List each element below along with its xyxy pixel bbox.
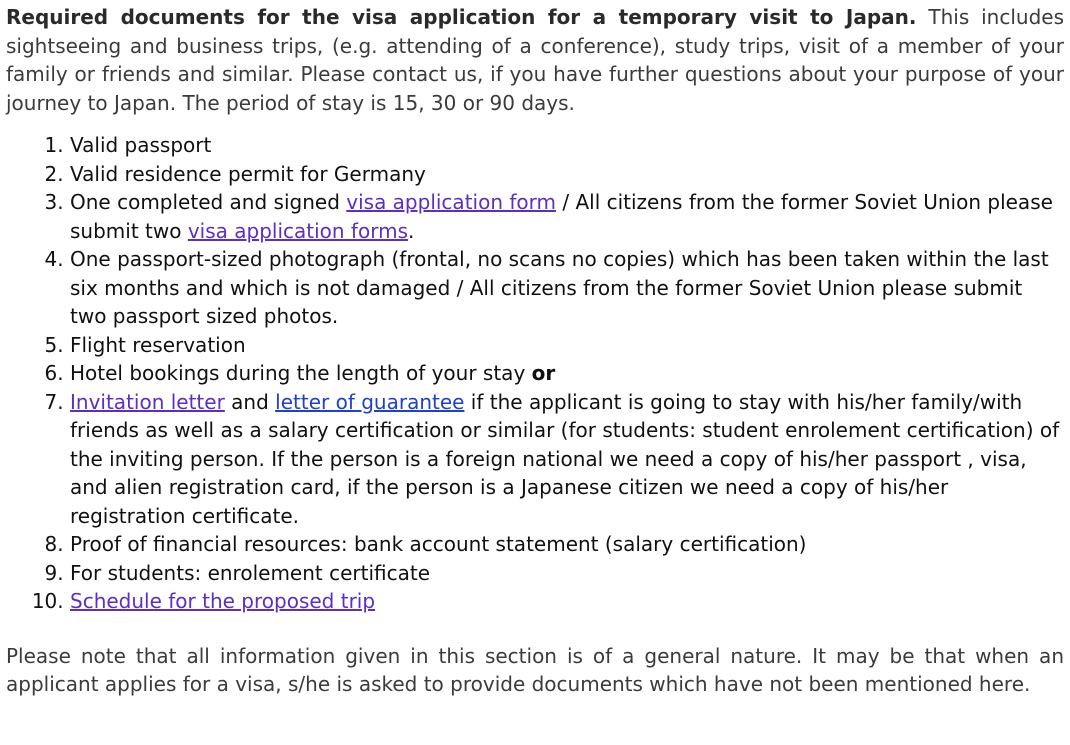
invitation-letter-link[interactable]: Invitation letter xyxy=(70,389,225,414)
list-item-flight-reservation xyxy=(70,331,1064,360)
general-note: Please note that all information given in this section is of a general nature. It may be that when an applicant applies for a visa, s/he is asked to provide documents which have not been mentioned here. xyxy=(6,643,1064,696)
intro-heading: Required documents for the visa application for a temporary visit to Japan. xyxy=(6,5,917,29)
list-item-text: One passport-sized photograph (frontal, no scans no copies) which has been taken within the last six months and which is not damaged / All citizens from the former Soviet Union please submit two passport sized photos. xyxy=(70,247,1049,328)
list-item-text: and xyxy=(224,389,276,414)
list-item-text: . xyxy=(407,218,415,243)
list-item-text: One completed and signed xyxy=(70,190,347,214)
list-item-text: if the applicant is going to stay with his/her family/with friends as well as a salary certification or similar (for students: student enrolement certification) of the inviting person. If the person is a foreign national we need a copy of his/her passport , visa, and alien registration card, if the person is a Japanese citizen we need a copy of his/her registration certificate. xyxy=(70,389,1060,528)
list-item-student-certificate xyxy=(70,559,1064,588)
list-item-valid-passport xyxy=(70,131,1064,160)
visa-application-forms-link[interactable]: visa application forms xyxy=(187,218,408,243)
visa-application-form-link[interactable]: visa application form xyxy=(346,190,556,214)
list-item-text: Proof of financial resources: bank account statement (salary certification) xyxy=(70,532,807,556)
list-item-text: / All citizens from the former Soviet Union please submit two xyxy=(70,190,1053,243)
letter-of-guarantee-link[interactable]: letter of guarantee xyxy=(275,389,465,414)
list-item-application-form xyxy=(70,188,1064,245)
intro-text: This includes sightseeing and business trips, (e.g. attending of a conference), study trips, visit of a member of your family or friends and similar. Please contact us, if you have further questions about your purpose of your journey to Japan. The period of stay is 15, 30 or 90 days. xyxy=(6,5,1064,115)
list-item-hotel-bookings xyxy=(70,359,1064,388)
list-item-text: Valid passport xyxy=(70,133,212,157)
or-emphasis: or xyxy=(531,361,556,385)
list-item-financial-resources xyxy=(70,530,1064,559)
list-item-text: Valid residence permit for Germany xyxy=(70,161,426,186)
required-documents-list xyxy=(6,131,1064,616)
list-item-text: Hotel bookings during the length of your stay xyxy=(70,361,532,385)
schedule-link[interactable]: Schedule for the proposed trip xyxy=(70,589,376,613)
list-item-photograph xyxy=(70,245,1064,331)
list-item-invitation-letter xyxy=(70,388,1064,531)
list-item-text: For students: enrolement certificate xyxy=(70,560,431,585)
intro-paragraph xyxy=(6,3,1064,117)
list-item-residence-permit xyxy=(70,160,1064,189)
list-item-trip-schedule xyxy=(70,587,1064,616)
list-item-text: Flight reservation xyxy=(70,332,246,357)
